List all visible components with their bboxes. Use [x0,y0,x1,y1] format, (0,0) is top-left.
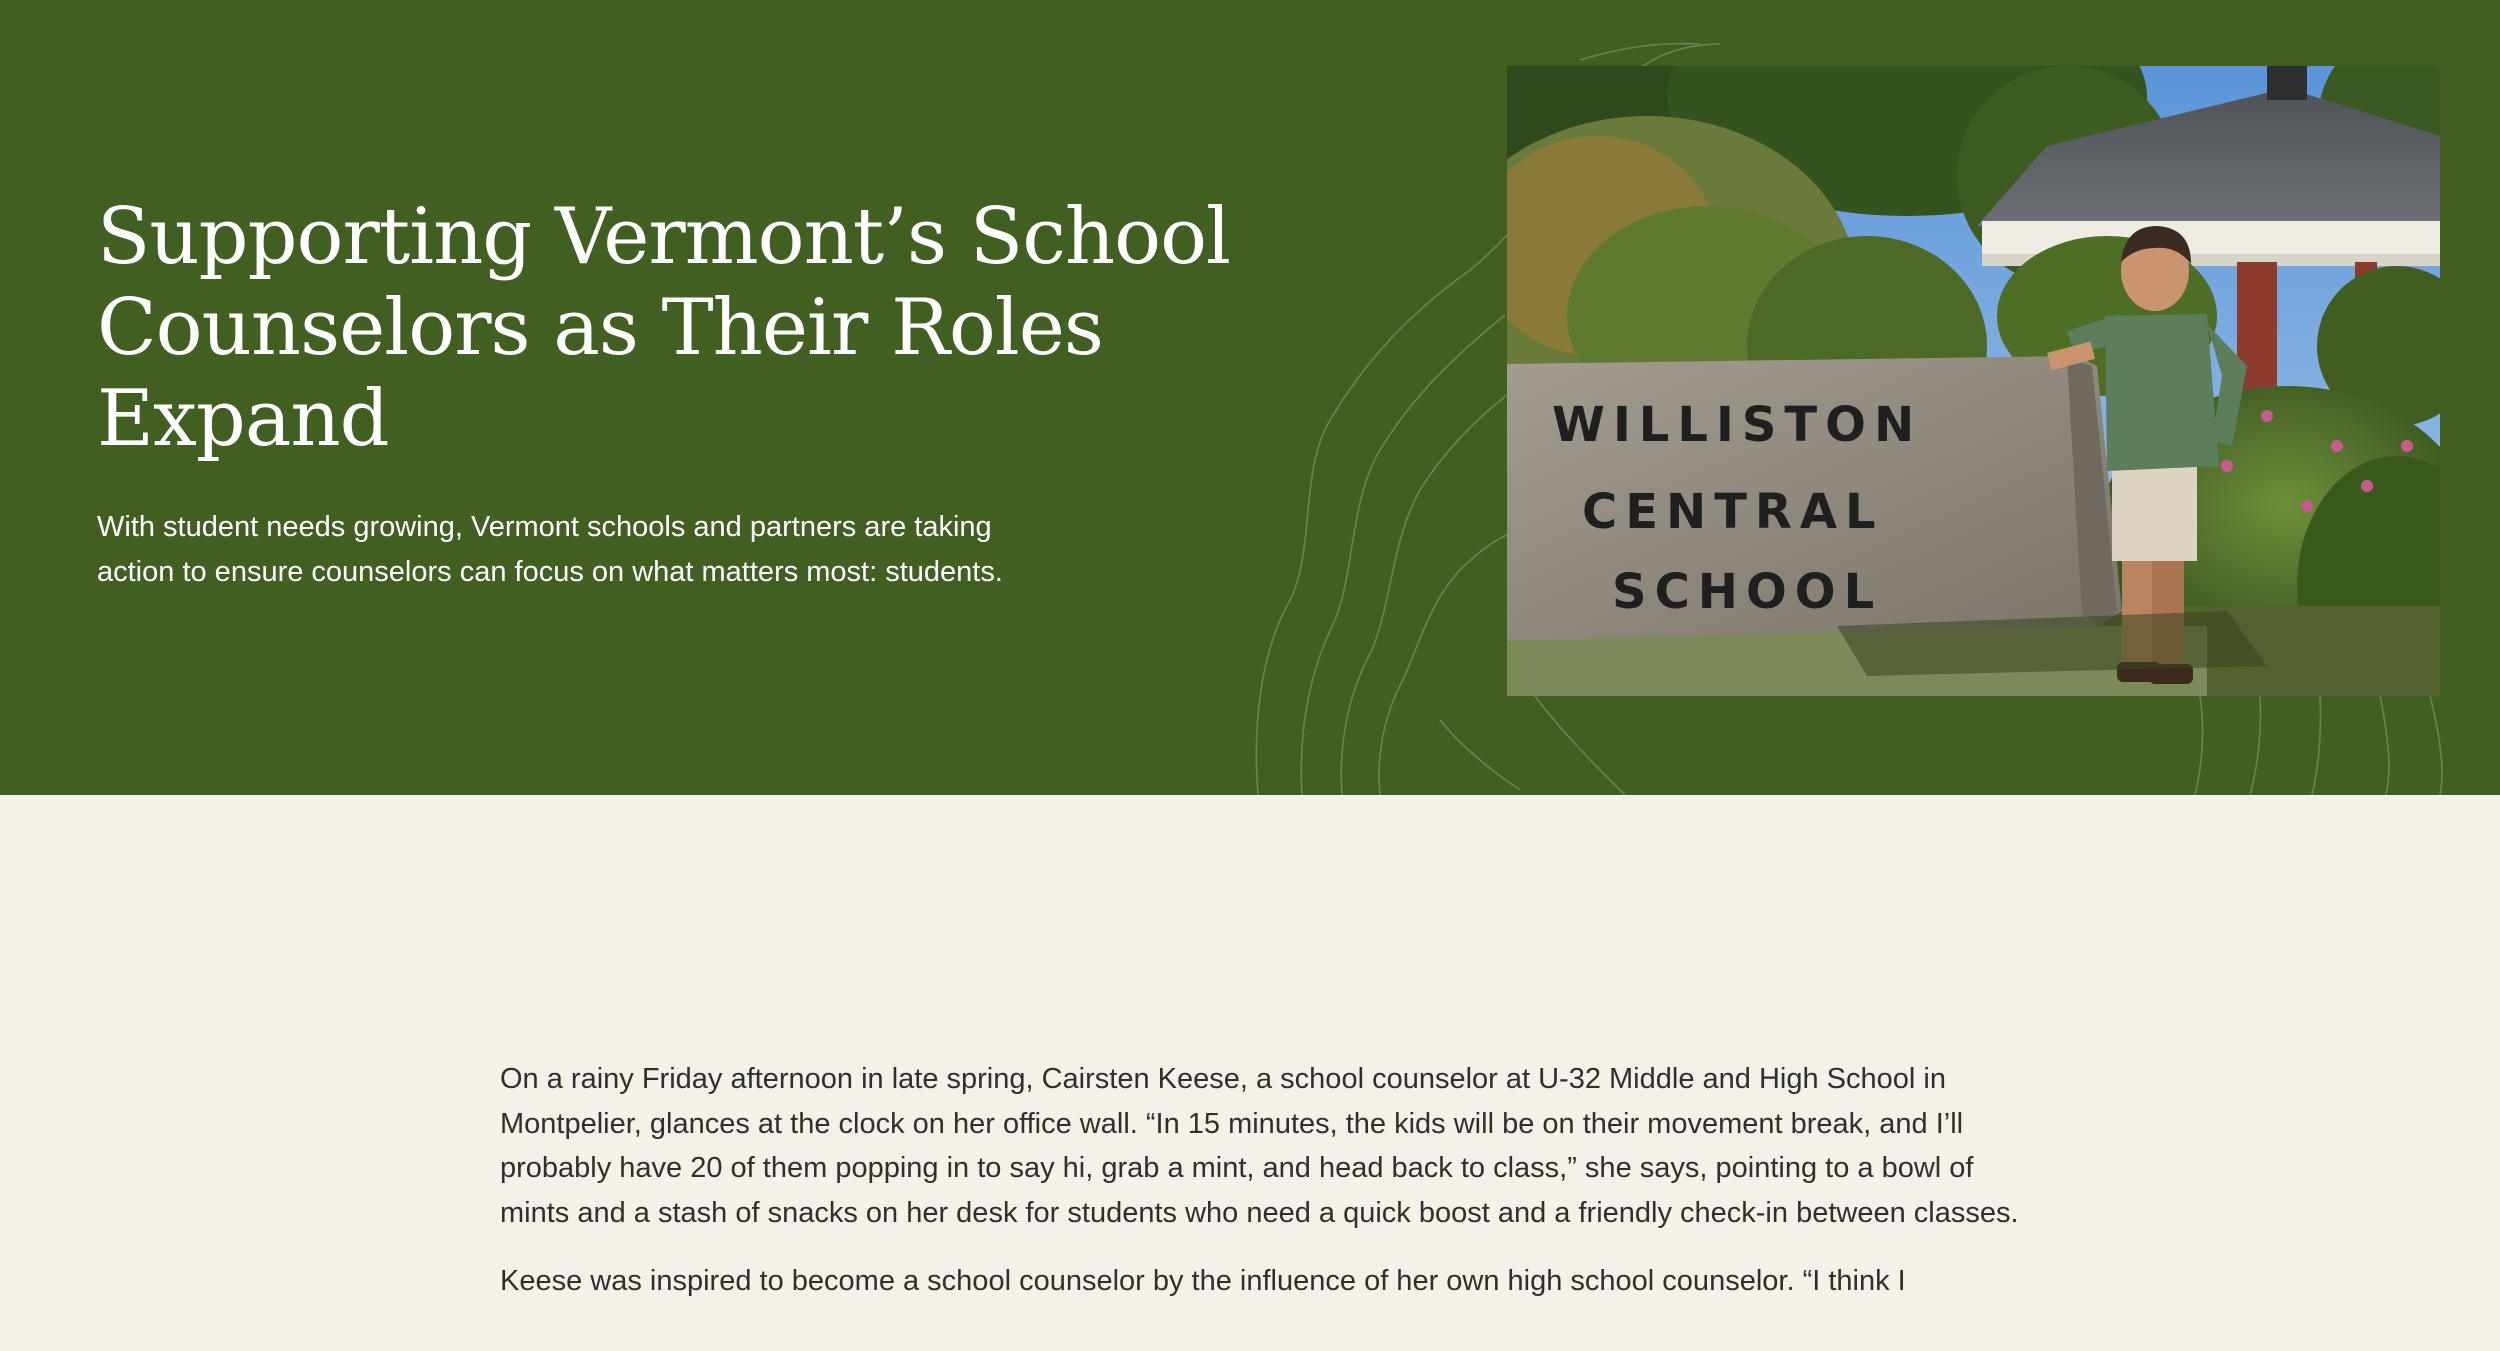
sign-line-1: WILLISTON [1552,397,1923,453]
sign-line-2: CENTRAL [1582,484,1884,540]
page-subtitle: With student needs growing, Vermont schools and partners are taking action to ensure counselors can focus on what matters most: students. [97,511,1003,588]
school-sign-photo [1507,66,2440,696]
hero-photo [1507,66,2440,696]
article-paragraph: On a rainy Friday afternoon in late spring, Cairsten Keese, a school counselor at U-32 Middle and High School in Montpelier, glances at the clock on her office wall. “In 15 minutes, the kids will be on their movement break, and I’ll probably have 20 of them popping in to say hi, grab a mint, and head back to class,” she says, pointing to a bowl of mints and a stash of snacks on her desk for students who need a quick boost and a friendly check-in between classes. [500,1063,2019,1229]
article-body [500,1057,2040,1328]
sign-line-3: SCHOOL [1612,564,1883,620]
page-title: Supporting Vermont’s School Counselors as Their Roles Expand [97,192,1230,464]
article-paragraph: Keese was inspired to become a school counselor by the influence of her own high school counselor. “I think I [500,1265,1906,1297]
